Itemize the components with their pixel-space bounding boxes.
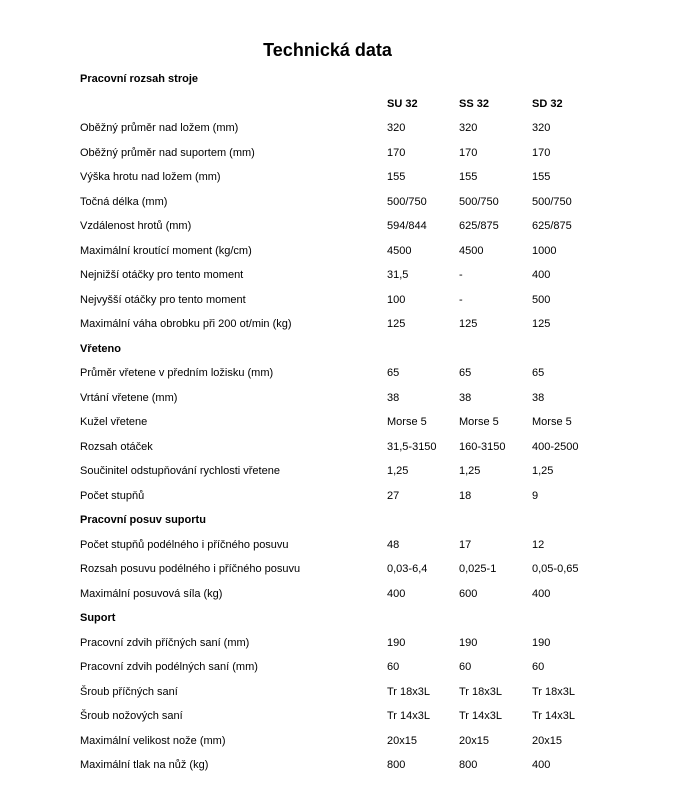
cell-value: 320	[532, 122, 551, 134]
cell-value: Morse 5	[459, 416, 499, 428]
cell-value: 190	[387, 636, 406, 649]
column-header: SD 32	[532, 97, 563, 110]
cell-value: 4500	[459, 244, 484, 257]
row-label: Nejnižší otáčky pro tento moment	[80, 269, 244, 281]
cell-value: 170	[387, 146, 406, 159]
cell-value: 170	[532, 146, 551, 159]
table-row	[80, 143, 660, 168]
cell-value: 0,05-0,65	[532, 563, 579, 575]
section-heading-row	[80, 69, 660, 94]
cell-value: Tr 14x3L	[532, 710, 576, 722]
table-row	[80, 731, 660, 756]
cell-value: 60	[459, 661, 472, 673]
table-row	[80, 216, 660, 241]
table-row	[80, 437, 660, 462]
cell-value: 31,5-3150	[387, 440, 437, 453]
row-label: Oběžný průměr nad suportem (mm)	[80, 146, 255, 159]
section-heading: Pracovní rozsah stroje	[80, 73, 198, 85]
table-row	[80, 363, 660, 388]
cell-value: 155	[387, 171, 406, 183]
cell-value: Tr 18x3L	[532, 685, 576, 698]
row-label: Maximální kroutící moment (kg/cm)	[80, 244, 252, 257]
row-label: Maximální váha obrobku při 200 ot/min (kg)	[80, 318, 292, 330]
cell-value: 400	[532, 759, 551, 771]
cell-value: 20x15	[532, 734, 562, 747]
cell-value: 500/750	[459, 195, 499, 208]
row-label: Vzdálenost hrotů (mm)	[80, 220, 192, 232]
cell-value: 500	[532, 293, 551, 306]
cell-value: 60	[387, 661, 400, 673]
section-heading-row	[80, 510, 660, 535]
cell-value: 38	[387, 391, 400, 404]
cell-value: 1,25	[459, 465, 481, 477]
row-label: Rozsah otáček	[80, 440, 153, 453]
cell-value: 38	[459, 391, 472, 404]
column-header: SU 32	[387, 97, 418, 110]
row-label: Maximální posuvová síla (kg)	[80, 587, 223, 600]
table-row	[80, 118, 660, 143]
row-label: Počet stupňů podélného i příčného posuvu	[80, 538, 289, 551]
row-label: Oběžný průměr nad ložem (mm)	[80, 122, 239, 134]
row-label: Součinitel odstupňování rychlosti vřetene	[80, 465, 280, 477]
cell-value: 170	[459, 146, 478, 159]
cell-value: Tr 18x3L	[459, 685, 503, 698]
table-row	[80, 633, 660, 658]
row-label: Točná délka (mm)	[80, 195, 168, 208]
table-row	[80, 388, 660, 413]
table-row	[80, 167, 660, 192]
cell-value: 190	[532, 636, 551, 649]
table-row	[80, 706, 660, 731]
row-label: Rozsah posuvu podélného i příčného posuvu	[80, 563, 301, 575]
cell-value: 625/875	[532, 220, 572, 232]
cell-value: 65	[532, 367, 545, 379]
column-header-row	[80, 94, 660, 119]
cell-value: 20x15	[387, 734, 417, 747]
cell-value: 160-3150	[459, 440, 506, 453]
section-heading-row	[80, 339, 660, 364]
cell-value: 1000	[532, 244, 557, 257]
cell-value: 1,25	[532, 465, 554, 477]
cell-value: 125	[532, 318, 551, 330]
table-row	[80, 755, 660, 780]
cell-value: 65	[459, 367, 472, 379]
cell-value: 65	[387, 367, 400, 379]
cell-value: 31,5	[387, 269, 409, 281]
cell-value: 0,03-6,4	[387, 563, 428, 575]
cell-value: 100	[387, 293, 406, 306]
table-row	[80, 559, 660, 584]
row-label: Šroub nožových saní	[80, 710, 183, 722]
row-label: Maximální tlak na nůž (kg)	[80, 759, 209, 771]
cell-value: -	[459, 269, 463, 281]
cell-value: Tr 14x3L	[459, 710, 503, 722]
table-row	[80, 584, 660, 609]
table-row	[80, 682, 660, 707]
cell-value: 500/750	[387, 195, 427, 208]
row-label: Nejvyšší otáčky pro tento moment	[80, 293, 246, 306]
table-row	[80, 314, 660, 339]
cell-value: 27	[387, 489, 400, 502]
cell-value: 400-2500	[532, 440, 579, 453]
table-row	[80, 535, 660, 560]
cell-value: 800	[459, 759, 478, 771]
row-label: Výška hrotu nad ložem (mm)	[80, 171, 221, 183]
cell-value: Morse 5	[387, 416, 427, 428]
table-row	[80, 290, 660, 315]
section-heading: Pracovní posuv suportu	[80, 514, 206, 526]
cell-value: -	[459, 293, 463, 306]
table-row	[80, 461, 660, 486]
section-heading: Suport	[80, 612, 116, 624]
cell-value: 125	[459, 318, 478, 330]
cell-value: 12	[532, 538, 545, 551]
cell-value: 125	[387, 318, 406, 330]
row-label: Pracovní zdvih podélných saní (mm)	[80, 661, 258, 673]
cell-value: 17	[459, 538, 472, 551]
cell-value: Tr 18x3L	[387, 685, 431, 698]
table-row	[80, 192, 660, 217]
cell-value: 400	[532, 587, 551, 600]
cell-value: 60	[532, 661, 545, 673]
table-row	[80, 265, 660, 290]
cell-value: Tr 14x3L	[387, 710, 431, 722]
cell-value: 155	[459, 171, 478, 183]
table-row	[80, 657, 660, 682]
table-row	[80, 412, 660, 437]
cell-value: 320	[387, 122, 406, 134]
cell-value: 800	[387, 759, 406, 771]
table-row	[80, 486, 660, 511]
cell-value: 600	[459, 587, 478, 600]
cell-value: 1,25	[387, 465, 409, 477]
table-row	[80, 241, 660, 266]
cell-value: 0,025-1	[459, 563, 497, 575]
cell-value: 400	[532, 269, 551, 281]
cell-value: 18	[459, 489, 472, 502]
row-label: Pracovní zdvih příčných saní (mm)	[80, 636, 250, 649]
section-heading-row	[80, 608, 660, 633]
cell-value: 594/844	[387, 220, 427, 232]
row-label: Šroub příčných saní	[80, 685, 178, 698]
cell-value: 38	[532, 391, 545, 404]
cell-value: 48	[387, 538, 400, 551]
cell-value: 320	[459, 122, 478, 134]
cell-value: 500/750	[532, 195, 572, 208]
cell-value: Morse 5	[532, 416, 572, 428]
cell-value: 155	[532, 171, 551, 183]
column-header: SS 32	[459, 97, 489, 110]
cell-value: 190	[459, 636, 478, 649]
cell-value: 9	[532, 489, 539, 502]
cell-value: 400	[387, 587, 406, 600]
cell-value: 625/875	[459, 220, 499, 232]
row-label: Vrtání vřetene (mm)	[80, 391, 178, 404]
row-label: Počet stupňů	[80, 489, 145, 502]
spec-table	[80, 69, 660, 780]
section-heading: Vřeteno	[80, 342, 121, 355]
page-title: Technická data	[263, 40, 392, 60]
cell-value: 4500	[387, 244, 412, 257]
cell-value: 20x15	[459, 734, 489, 747]
row-label: Maximální velikost nože (mm)	[80, 734, 226, 747]
row-label: Kužel vřetene	[80, 416, 148, 428]
row-label: Průměr vřetene v předním ložisku (mm)	[80, 367, 274, 379]
